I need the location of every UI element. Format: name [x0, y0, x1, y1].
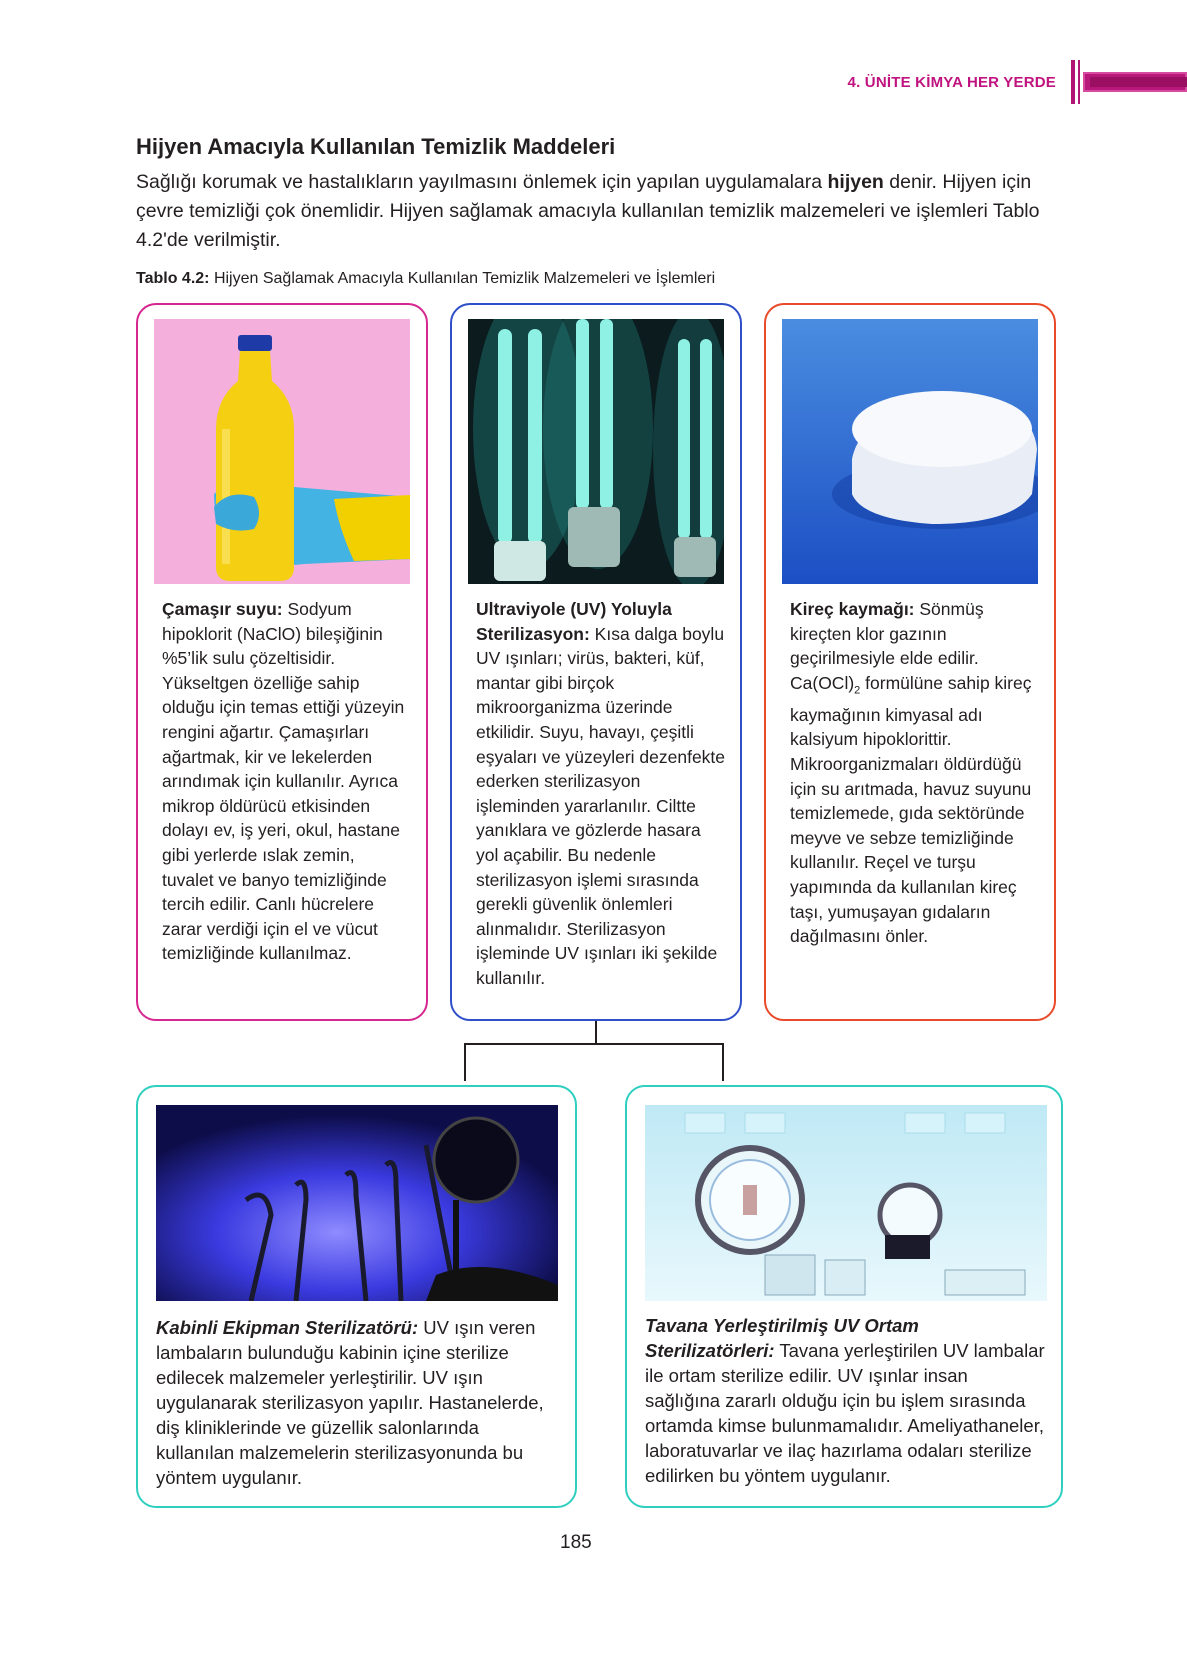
connector-vertical-left: [464, 1043, 466, 1081]
lime-description: [790, 597, 1040, 949]
section-title: Hijyen Amacıyla Kullanılan Temizlik Maddeleri: [136, 134, 616, 159]
section-intro: [136, 168, 1076, 255]
card-cabinet-sterilizer: [136, 1085, 577, 1508]
dental-tools-uv-image: [156, 1105, 558, 1301]
uv-text: Kısa dalga boylu UV ışınları; virüs, bakteri, küf, mantar gibi birçok mikroorganizma üzerinde etkilidir. Suyu, havayı, çeşitli eşyaları ve yüzeyleri dezenfekte ederken sterilizasyon işleminden yararlanılır. Ciltte yanıklara ve gözlerde hasara yol açabilir. Bu nedenle sterilizasyon işlemi sırasında gerekli güvenlik önlemleri alınmalıdır. Sterilizasyon işleminde UV ışınları iki şekilde kullanılır.: [476, 623, 726, 988]
table-caption: [136, 270, 715, 288]
connector-vertical-top: [595, 1021, 597, 1043]
intro-text-1: Sağlığı korumak ve hastalıkların yayılmasını önlemek için yapılan uygulamalara: [136, 171, 828, 193]
card-uv-sterilization: [450, 303, 742, 1021]
card-ceiling-sterilizer: [625, 1085, 1063, 1508]
lime-text-b: formülüne sahip kireç kaymağının kimyasal adı kalsiyum hipoklorittir. Mikroorganizmaları öldürdüğü için su arıtmada, havuz suyunu temizlemede, gıda sektöründe meyve ve sebze temizliğinde kullanılır. Reçel ve turşu yapımında da kullanılan kireç taşı, yumuşayan gıdaların dağılmasını önler.: [790, 672, 1032, 947]
lime-term: Kireç kaymağı:: [790, 599, 915, 619]
connector-horizontal: [464, 1043, 724, 1045]
lime-formula-subscript: 2: [854, 684, 861, 697]
header-decor-tab-inner: [1090, 77, 1187, 87]
bleach-text: Sodyum hipoklorit (NaClO) bileşiğinin %5’lik sulu çözeltisidir. Yükseltgen özelliğe sahip olduğu için temas ettiği yüzeyin rengini ağartır. Çamaşırları ağartmak, kir ve lekelerden arındımak için kullanılır. Ayrıca mikrop öldürücü etkisinden dolayı ev, iş yeri, okul, hastane gibi yerlerde ıslak zemin, tuvalet ve banyo temizliğinde tercih edilir. Canlı hücrelere zarar verdiği için el ve vücut temizliğinde kullanılmaz.: [162, 599, 405, 964]
intro-bold-term: hijyen: [827, 171, 884, 193]
table-caption-text: Hijyen Sağlamak Amacıyla Kullanılan Temizlik Malzemeleri ve İşlemleri: [209, 270, 716, 287]
bleach-term: Çamaşır suyu:: [162, 599, 283, 619]
ceiling-term: Tavana Yerleştirilmiş UV Ortam Sterilizatörleri:: [645, 1315, 919, 1361]
bleach-bottle-image: [154, 319, 410, 584]
header-decor-bar-thin: [1078, 60, 1080, 104]
ceiling-description: [645, 1313, 1047, 1488]
uv-lamps-image: [468, 319, 724, 584]
operating-room-uv-image: [645, 1105, 1047, 1301]
cabinet-term: Kabinli Ekipman Sterilizatörü:: [156, 1317, 419, 1338]
lime-text-a: Sönmüş kireçten klor gazının geçirilmesiyle elde edilir. Ca(OCl): [790, 599, 984, 693]
connector-vertical-right: [722, 1043, 724, 1081]
page-number: 185: [560, 1532, 592, 1553]
ceiling-text: Tavana yerleştirilen UV lambalar ile ortam sterilize edilir. UV ışınlar insan sağlığına zararlı olduğu için bu işlem sırasında ortamda kimse bulunmamalıdır. Ameliyathaneler, laboratuvarlar ve ilaç hazırlama odaları sterilize edilirken bu yöntem uygulanır.: [645, 1340, 1045, 1486]
intro-text-2: denir. Hijyen için çevre temizliği çok önemlidir. Hijyen sağlamak amacıyla kullanılan temizlik malzemeleri ve işlemleri Tablo 4.2'de verilmiştir.: [136, 171, 1040, 251]
cabinet-text: UV ışın veren lambaların bulunduğu kabinin içine sterilize edilecek malzemeler yerleştirilir. UV ışın uygulanarak sterilizasyon yapılır. Hastanelerde, diş kliniklerinde ve güzellik salonlarında kullanılan malzemelerin sterilizasyonunda bu yöntem uygulanır.: [156, 1317, 544, 1488]
header-decor-bar: [1071, 60, 1075, 104]
uv-description: [476, 597, 726, 991]
card-lime-cream: [764, 303, 1056, 1021]
calcium-hypochlorite-tablet-image: [782, 319, 1038, 584]
bleach-description: [162, 597, 408, 966]
unit-header-label: 4. ÜNİTE KİMYA HER YERDE: [847, 74, 1056, 91]
cabinet-description: [156, 1315, 556, 1490]
uv-term: Ultraviyole (UV) Yoluyla Sterilizasyon:: [476, 599, 672, 644]
table-caption-label: Tablo 4.2:: [136, 270, 210, 287]
card-bleach: [136, 303, 428, 1021]
